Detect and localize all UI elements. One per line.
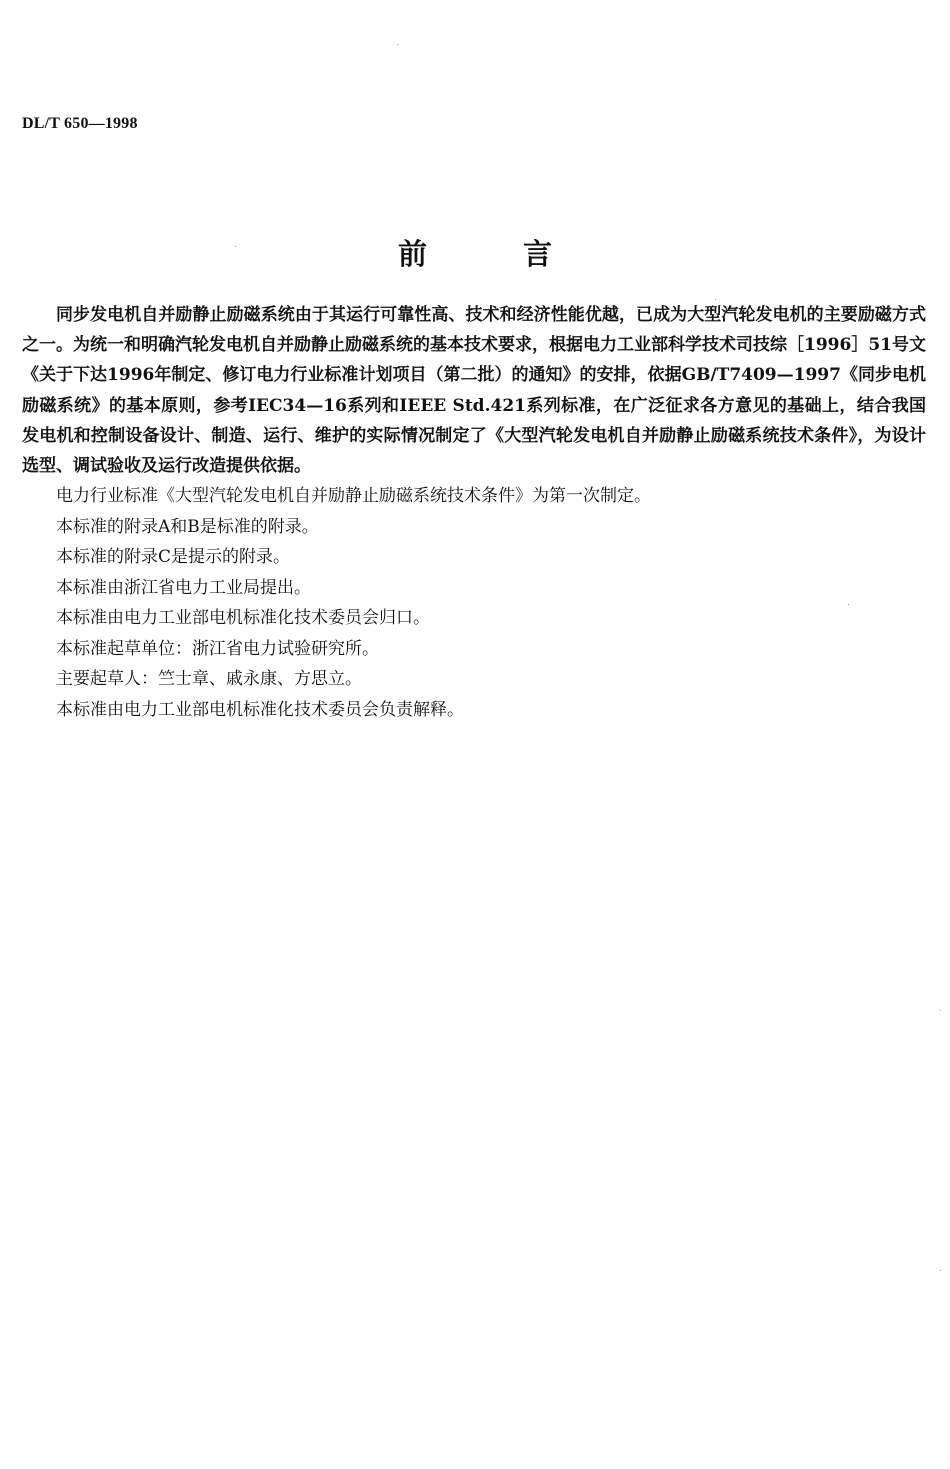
page-title: 前言 — [397, 237, 648, 271]
document-code: DL/T 650—1998 — [22, 115, 138, 132]
preface-paragraph-drafters: 主要起草人：竺士章、戚永康、方思立。 — [56, 669, 362, 690]
preface-paragraph-centralized: 本标准由电力工业部电机标准化技术委员会归口。 — [56, 608, 430, 629]
scan-speck — [715, 299, 716, 300]
preface-paragraph-appendix-c: 本标准的附录C是提示的附录。 — [56, 547, 291, 568]
preface-body — [22, 300, 926, 725]
scan-speck — [235, 246, 236, 247]
preface-paragraph-first-edition: 电力行业标准《大型汽轮发电机自并励静止励磁系统技术条件》为第一次制定。 — [56, 486, 651, 507]
scan-speck — [940, 1010, 941, 1011]
preface-paragraph-appendix-ab: 本标准的附录A和B是标准的附录。 — [56, 516, 319, 537]
preface-paragraph-proposer: 本标准由浙江省电力工业局提出。 — [56, 577, 311, 598]
preface-paragraph-interpretation: 本标准由电力工业部电机标准化技术委员会负责解释。 — [56, 699, 464, 720]
scan-speck — [940, 1270, 941, 1271]
preface-paragraph-intro: 同步发电机自并励静止励磁系统由于其运行可靠性高、技术和经济性能优越，已成为大型汽轮发电机的主要励磁方式之一。为统一和明确汽轮发电机自并励静止励磁系统的基本技术要求，根据电力工业部科学技术司技综［1996］51号文《关于下达1996年制定、修订电力行业标准计划项目（第二批）的通知》的安排，依据GB/T7409—1997《同步电机励磁系统》的基本原则，参考IEC34—16系列和IEEE Std.421系列标准，在广泛征求各方意见的基础上，结合我国发电机和控制设备设计、制造、运行、维护的实际情况制定了《大型汽轮发电机自并励静止励磁系统技术条件》，为设计选型、调试验收及运行改造提供依据。 — [22, 305, 926, 477]
scan-speck — [397, 44, 398, 45]
scan-speck — [848, 604, 849, 605]
preface-paragraph-drafting-unit: 本标准起草单位：浙江省电力试验研究所。 — [56, 638, 379, 659]
